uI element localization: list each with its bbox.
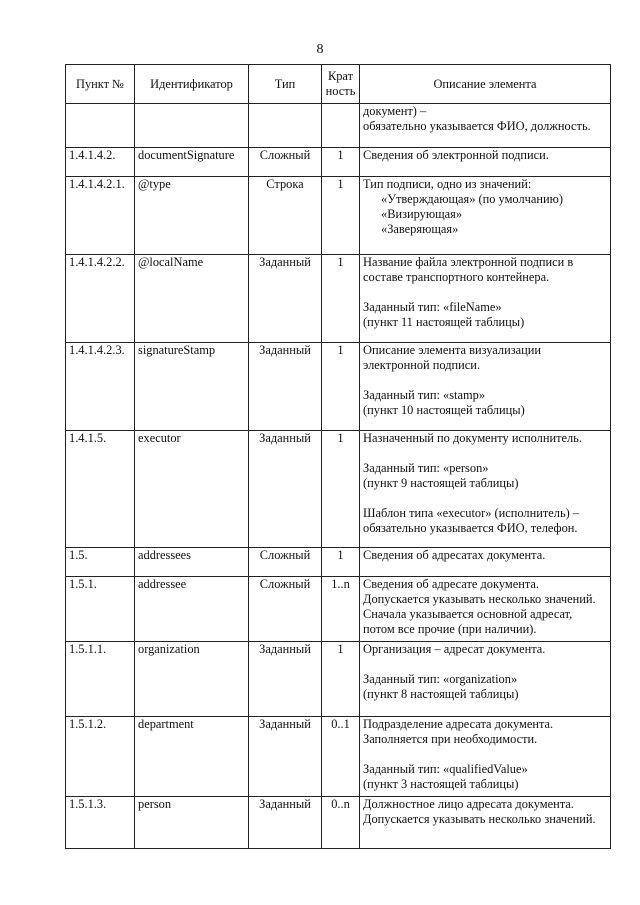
description-line: Тип подписи, одно из значений: [363,177,532,191]
cell-number: 1.5.1.3. [66,797,135,849]
description-line: электронной подписи. [363,358,481,372]
description-line: (пункт 11 настоящей таблицы) [363,315,525,329]
description-line: Организация – адресат документа. [363,642,546,656]
description-line: Должностное лицо адресата документа. [363,797,574,811]
description-line: «Заверяющая» [381,222,459,236]
table-row [66,431,611,548]
header-type: Тип [249,65,322,104]
cell-type: Заданный [249,255,322,343]
cell-description [360,343,611,431]
description-gap [363,373,607,388]
cell-number: 1.5.1. [66,577,135,642]
description-line: обязательно указывается ФИО, телефон. [363,521,578,535]
table-row [66,343,611,431]
cell-description [360,104,611,148]
cell-description [360,717,611,797]
table-row [66,717,611,797]
cell-identifier: addressees [135,548,249,577]
description-line: Допускается указывать несколько значений. [363,592,596,606]
description-line: (пункт 9 настоящей таблицы) [363,476,519,490]
description-line: Заданный тип: «organization» [363,672,518,686]
cell-identifier [135,104,249,148]
description-line: Заполняется при необходимости. [363,732,538,746]
cell-cardinality: 1 [322,177,360,255]
cell-number: 1.5. [66,548,135,577]
cell-type: Заданный [249,717,322,797]
cell-cardinality: 1 [322,642,360,717]
cell-cardinality [322,104,360,148]
description-line: Сведения об адресате документа. [363,577,539,591]
cell-cardinality: 1..n [322,577,360,642]
cell-identifier: @type [135,177,249,255]
description-gap [363,446,607,461]
description-line: «Утверждающая» (по умолчанию) [381,192,564,206]
description-line: (пункт 10 настоящей таблицы) [363,403,525,417]
description-line: Заданный тип: «fileName» [363,300,502,314]
cell-type [249,104,322,148]
cell-description [360,548,611,577]
description-line: Заданный тип: «qualifiedValue» [363,762,528,776]
cell-type: Заданный [249,431,322,548]
cell-cardinality: 1 [322,255,360,343]
cell-type: Заданный [249,797,322,849]
cell-description [360,431,611,548]
table-row [66,577,611,642]
cell-cardinality: 1 [322,548,360,577]
description-gap [363,285,607,300]
cell-cardinality: 1 [322,431,360,548]
cell-number [66,104,135,148]
description-gap [363,747,607,762]
cell-number: 1.4.1.4.2. [66,148,135,177]
table-row [66,104,611,148]
cell-number: 1.5.1.2. [66,717,135,797]
cell-number: 1.4.1.5. [66,431,135,548]
cell-type: Сложный [249,577,322,642]
description-line: Назначенный по документу исполнитель. [363,431,582,445]
description-line: Название файла электронной подписи в [363,255,574,269]
description-line: потом все прочие (при наличии). [363,622,537,636]
description-line: Описание элемента визуализации [363,343,541,357]
table-row [66,797,611,849]
description-line: Шаблон типа «executor» (исполнитель) – [363,506,580,520]
description-line: Подразделение адресата документа. [363,717,554,731]
table-row [66,548,611,577]
cell-description [360,797,611,849]
header-cardinality [322,65,360,104]
table-row [66,148,611,177]
header-cardinality-line2: ность [325,84,356,98]
cell-description [360,255,611,343]
description-line: Сведения об адресатах документа. [363,548,546,562]
description-line: Сначала указывается основной адресат, [363,607,573,621]
description-line: Заданный тип: «stamp» [363,388,486,402]
table-row [66,642,611,717]
cell-description [360,642,611,717]
cell-type: Сложный [249,548,322,577]
cell-cardinality: 1 [322,343,360,431]
description-line: (пункт 8 настоящей таблицы) [363,687,519,701]
cell-identifier: department [135,717,249,797]
table-header-row [66,65,611,104]
cell-type: Строка [249,177,322,255]
cell-identifier: signatureStamp [135,343,249,431]
cell-number: 1.5.1.1. [66,642,135,717]
description-gap [363,491,607,506]
header-num: Пункт № [66,65,135,104]
description-line: составе транспортного контейнера. [363,270,550,284]
cell-description [360,577,611,642]
table-row [66,177,611,255]
cell-type: Сложный [249,148,322,177]
description-line: обязательно указывается ФИО, должность. [363,119,591,133]
cell-type: Заданный [249,642,322,717]
cell-identifier: documentSignature [135,148,249,177]
cell-description [360,177,611,255]
cell-identifier: person [135,797,249,849]
cell-identifier: addressee [135,577,249,642]
cell-cardinality: 0..n [322,797,360,849]
cell-number: 1.4.1.4.2.3. [66,343,135,431]
cell-identifier: @localName [135,255,249,343]
page-number: 8 [316,42,324,57]
cell-description [360,148,611,177]
cell-identifier: organization [135,642,249,717]
description-line: (пункт 3 настоящей таблицы) [363,777,519,791]
header-description: Описание элемента [360,65,611,104]
cell-cardinality: 0..1 [322,717,360,797]
header-id: Идентификатор [135,65,249,104]
table-row [66,255,611,343]
cell-identifier: executor [135,431,249,548]
cell-cardinality: 1 [322,148,360,177]
description-line: Сведения об электронной подписи. [363,148,549,162]
cell-number: 1.4.1.4.2.1. [66,177,135,255]
cell-number: 1.4.1.4.2.2. [66,255,135,343]
description-line: Допускается указывать несколько значений. [363,812,596,826]
description-gap [363,657,607,672]
cell-type: Заданный [249,343,322,431]
description-line: «Визирующая» [381,207,463,221]
spec-table [65,64,611,849]
description-line: документ) – [363,104,427,118]
header-cardinality-line1: Крат [327,69,354,83]
description-line: Заданный тип: «person» [363,461,489,475]
